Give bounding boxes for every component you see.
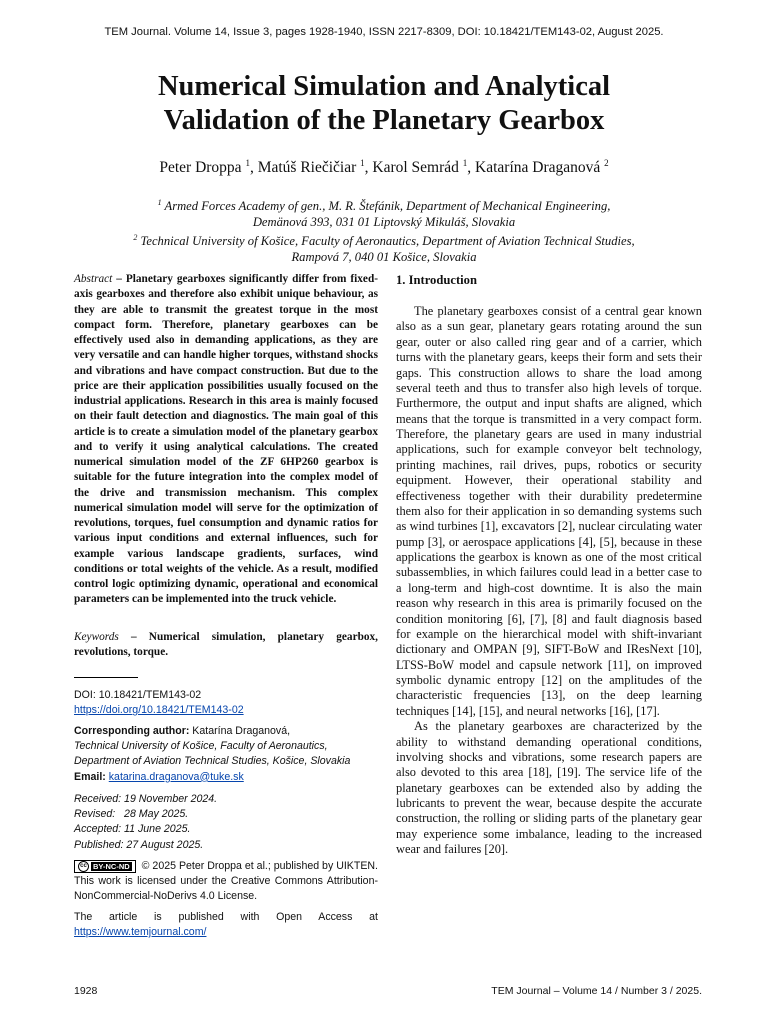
- date-accepted: Accepted: 11 June 2025.: [74, 823, 191, 836]
- affiliation-1: [60, 195, 708, 214]
- doi-block: [74, 688, 378, 718]
- cc-badge-label: BY-NC-ND: [93, 861, 130, 871]
- author-affil-mark: 2: [604, 158, 609, 168]
- corresponding-label: Corresponding author:: [74, 725, 190, 737]
- affiliation-1-line-2: Demänová 393, 031 01 Liptovský Mikuláš, Slovakia: [252, 215, 516, 230]
- open-access-block: [74, 910, 378, 940]
- author-affil-mark: 1: [245, 158, 250, 168]
- affiliation-1-mark: 1: [157, 198, 162, 207]
- author-affil-mark: 1: [462, 158, 468, 168]
- introduction-paragraph-1: The planetary gearboxes consist of a central gear known also as a sun gear, planetary gears rotating around the sun gear, outer or also called ring gear and of a carrier, which turns with the planetary gears, keeps their form and sets their gaps. This construction allows to share the load among several teeth and thus to transfer also high levels of torque. Furthermore, the output and input shafts are aligned, which means that the torque is transmitted in a very compact form. Therefore, the planetary gears are used in many industrial applications, such for example conveyor belt technology, printing machines, rail drives, pups, robotics or security equipment. However, their operational stability and effectiveness together with their durability predetermine them also for their application in so demanding systems such as wind turbines [1], excavators [2], nuclear circulating water pump [3], or aerospace applications [4], [5], because in these applications the gearbox is known as one of the most critical subassemblies, in which failures could lead in a better case to a long-term and high-cost downtime. It is also the main reason why research in this area is primarily focused on the condition monitoring [6], [7], [8] and fault diagnosis based for example on the hierarchical model with shift-invariant dictionary and OMPAN [9], SIFT-BoW and IResNext [10], LTSS-BoW model and capsule network [11], on improved symbolic dynamic entropy [12] on the amplitudes of the characteristic frequencies [13], on the deep learning techniques [14], [15], and neural networks [16], [17].: [396, 304, 702, 718]
- author-name: Peter Droppa: [159, 159, 246, 177]
- corresponding-affil-1: Technical University of Košice, Faculty of Aeronautics,: [74, 740, 328, 753]
- keywords: [74, 630, 378, 661]
- abstract-label: Abstract: [74, 273, 113, 285]
- title-line-2: Validation of the Planetary Gearbox: [163, 105, 605, 136]
- keywords-label: Keywords: [74, 631, 119, 643]
- cc-license-badge[interactable]: [74, 860, 136, 873]
- date-revised: Revised: 28 May 2025.: [74, 808, 189, 821]
- keywords-text: – Numerical simulation, planetary gearbox, revolutions, torque.: [74, 631, 378, 659]
- author-affil-mark: 1: [360, 158, 365, 168]
- dates-block: [74, 792, 378, 853]
- cc-icon: cc: [78, 861, 89, 872]
- affiliation-2: [60, 230, 708, 249]
- title-line-1: Numerical Simulation and Analytical: [157, 71, 611, 102]
- email-label: Email:: [74, 770, 106, 783]
- affiliation-2-line-1: Technical University of Košice, Faculty of Aeronautics, Department of Aviation Technical Studies,: [137, 234, 635, 249]
- introduction-body: [396, 304, 702, 858]
- license-text: © 2025 Peter Droppa et al.; published by UIKTEN. This work is licensed under the Creative Commons Attribution-NonCommercial-NoDerivs 4.0 License.: [74, 860, 378, 903]
- footer-journal: TEM Journal – Volume 14 / Number 3 / 2025.: [491, 985, 702, 997]
- author-list: Peter Droppa $^1$, Matúš Riečičiar $^1$, Karol Semrád $^1$, Katarína Draganová $^2$: [159, 158, 609, 177]
- affiliations: [60, 195, 708, 265]
- doi-link[interactable]: https://doi.org/10.18421/TEM143-02: [74, 704, 244, 717]
- affiliation-2-mark: 2: [133, 233, 138, 243]
- page-number: 1928: [74, 985, 98, 997]
- corresponding-author-block: [74, 724, 378, 785]
- abstract-text: – Planetary gearboxes significantly differ from fixed-axis gearboxes and therefore also exhibit unique behaviour, as they are able to transmit the greatest torque in the most compact form. Therefore, planetary gearboxes can be effectively used also in demanding applications, as they are very versatile and can handle higher torques, withstand shocks and vibrations and have compact construction. But due to the price are their application possibilities usually focused on the industrial applications. Research in this area is mainly focused on their fault detection and diagnostics. The main goal of this article is to create a simulation model of the planetary gearbox and to verify it using analytical calculations. The created numerical simulation model of the ZF 6HP260 gearbox is suitable for the future integration into the complex model of the drive and transmission mechanism. This complex numerical simulation model will serve for the optimization of revolutions, torques, fuel consumption and dynamic ratios for various input conditions and external influences, such for example various landscape gradients, surfaces, wind conditions or total weights of the vehicle. As a result, modified control logic optimizing dynamic, operational and economical parameters can be implemented into the truck vehicle.: [74, 273, 378, 606]
- abstract: [74, 272, 378, 608]
- doi-text: DOI: 10.18421/TEM143-02: [74, 689, 202, 701]
- email-link[interactable]: katarina.draganova@tuke.sk: [108, 770, 244, 783]
- footnote-divider: [74, 677, 138, 678]
- open-access-text: The article is published with Open Access at: [74, 911, 378, 923]
- corresponding-affil-2: Department of Aviation Technical Studies, Košice, Slovakia: [74, 755, 351, 768]
- affiliation-2-line-2: Rampová 7, 040 01 Košice, Slovakia: [291, 250, 477, 265]
- affiliation-1-line-1: Armed Forces Academy of gen., M. R. Štefánik, Department of Mechanical Engineering,: [161, 199, 611, 214]
- section-heading-introduction: 1. Introduction: [396, 273, 477, 287]
- running-head: TEM Journal. Volume 14, Issue 3, pages 1928-1940, ISSN 2217-8309, DOI: 10.18421/TEM143-02, August 2025.: [104, 26, 664, 38]
- paper-title: [60, 70, 708, 138]
- author-name: Katarína Draganová: [475, 159, 605, 177]
- date-received: Received: 19 November 2024.: [74, 793, 218, 805]
- author-name: Matúš Riečičiar: [257, 159, 361, 177]
- author-name: Karol Semrád: [372, 159, 463, 177]
- date-published: Published: 27 August 2025.: [74, 838, 204, 851]
- corresponding-name: Katarína Draganová,: [189, 725, 291, 737]
- introduction-paragraph-2: As the planetary gearboxes are characterized by the ability to withstand demanding operational conditions, involving shocks and vibrations, some research papers are also devoted to this area [18], [19]. The service life of the planetary gearboxes can be extended also by adding the lubricants to prevent the wear, because despite the accurate construction, the rolling or sliding parts of the planetary gear may experience some imbalance, leading to the increased wear and failures [20].: [396, 719, 702, 857]
- license-block: [74, 859, 378, 905]
- journal-link[interactable]: https://www.temjournal.com/: [74, 926, 207, 939]
